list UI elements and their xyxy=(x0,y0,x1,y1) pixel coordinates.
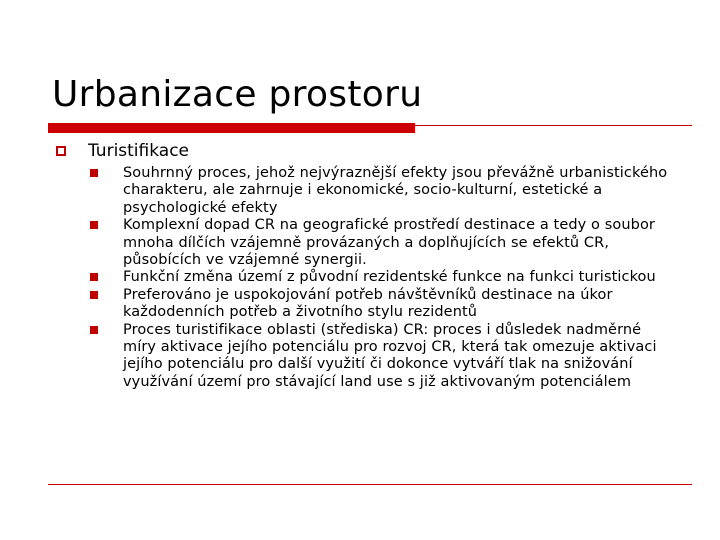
list-item xyxy=(90,165,670,217)
list-item-text: Komplexní dopad CR na geografické prostředí destinace a tedy o soubor mnoha dílčích vzájemně provázaných a doplňujících se efektů CR, působících ve vzájemné synergii. xyxy=(123,217,655,269)
section-label: Turistifikace xyxy=(88,141,190,161)
list-item xyxy=(90,269,670,286)
bullet-list xyxy=(90,165,670,391)
list-item xyxy=(90,217,670,269)
section-heading xyxy=(56,140,189,162)
slide-title: Urbanizace prostoru xyxy=(52,74,423,115)
hollow-square-bullet-icon xyxy=(56,146,66,156)
list-item-text: Souhrnný proces, jehož nejvýraznější efekty jsou převážně urbanistického charakteru, ale zahrnuje i ekonomické, socio-kulturní, estetické a psychologické efekty xyxy=(123,165,668,216)
square-bullet-icon xyxy=(90,169,98,177)
footer-divider-line xyxy=(48,484,692,485)
square-bullet-icon xyxy=(90,273,98,281)
list-item xyxy=(90,287,670,322)
square-bullet-icon xyxy=(90,221,98,229)
list-item xyxy=(90,322,670,392)
list-item-text: Proces turistifikace oblasti (střediska) CR: proces i důsledek nadměrné míry aktivace jejího potenciálu pro rozvoj CR, která tak omezuje aktivaci jejího potenciálu pro další využití či dokonce vytváří tlak na snižování využívání území pro stávající land use s již aktivovaným potenciálem xyxy=(123,321,657,390)
square-bullet-icon xyxy=(90,291,98,299)
square-bullet-icon xyxy=(90,326,98,334)
list-item-text: Preferováno je uspokojování potřeb návštěvníků destinace na úkor každodenních potřeb a životního stylu rezidentů xyxy=(123,286,613,321)
title-accent-bar xyxy=(48,123,415,133)
list-item-text: Funkční změna území z původní rezidentské funkce na funkci turistickou xyxy=(123,269,656,286)
